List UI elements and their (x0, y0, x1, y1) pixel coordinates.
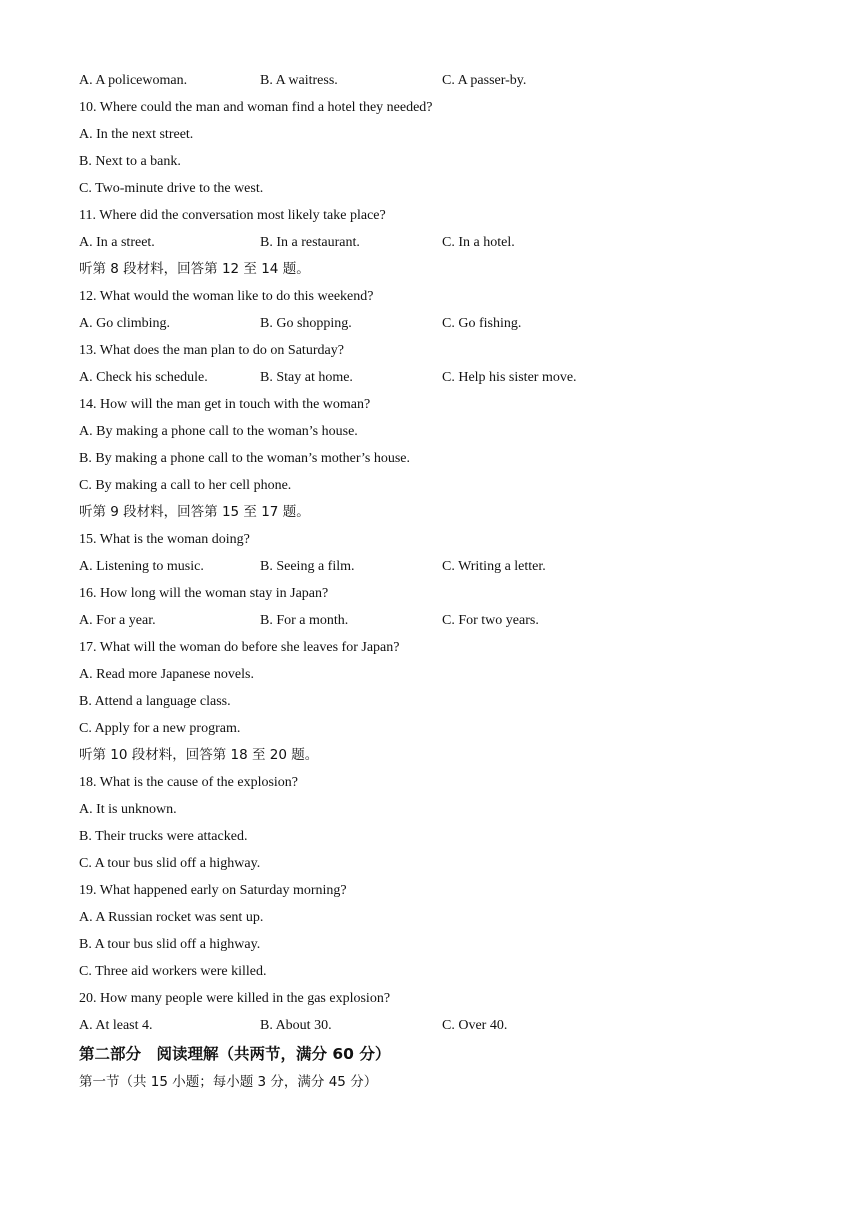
question-12: 12. What would the woman like to do this weekend? (79, 289, 374, 304)
option-line: B. Next to a bank. (79, 154, 181, 169)
options-row (79, 310, 779, 337)
option-a: A. A policewoman. (79, 73, 188, 88)
option-c: C. Help his sister move. (442, 370, 577, 385)
option-b: B. Go shopping. (260, 316, 352, 331)
option-a: A. Check his schedule. (79, 370, 208, 385)
option-line: A. A Russian rocket was sent up. (79, 910, 264, 925)
option-line: A. It is unknown. (79, 802, 177, 817)
option-line: C. A tour bus slid off a highway. (79, 856, 261, 871)
option-line: C. Two-minute drive to the west. (79, 181, 264, 196)
question-14: 14. How will the man get in touch with the woman? (79, 397, 371, 412)
subsection-heading: 第一节（共 15 小题；每小题 3 分，满分 45 分） (79, 1074, 378, 1090)
section-heading: 第二部分 阅读理解（共两节，满分 60 分） (79, 1045, 391, 1063)
option-line: B. Attend a language class. (79, 694, 231, 709)
instruction-text: 听第 10 段材料，回答第 18 至 20 题。 (79, 747, 319, 763)
question-17: 17. What will the woman do before she leaves for Japan? (79, 640, 400, 655)
question-19: 19. What happened early on Saturday morning? (79, 883, 347, 898)
option-c: C. In a hotel. (442, 235, 515, 250)
option-a: A. Listening to music. (79, 559, 204, 574)
options-row (79, 229, 779, 256)
option-a: A. At least 4. (79, 1018, 153, 1033)
question-18: 18. What is the cause of the explosion? (79, 775, 299, 790)
instruction-text: 听第 8 段材料，回答第 12 至 14 题。 (79, 261, 310, 277)
options-row (79, 1012, 779, 1039)
option-line: B. A tour bus slid off a highway. (79, 937, 261, 952)
option-line: A. In the next street. (79, 127, 194, 142)
option-a: A. Go climbing. (79, 316, 170, 331)
option-b: B. A waitress. (260, 73, 338, 88)
options-row (79, 607, 779, 634)
option-a: A. In a street. (79, 235, 155, 250)
option-b: B. About 30. (260, 1018, 332, 1033)
option-c: C. For two years. (442, 613, 539, 628)
document-page (79, 67, 779, 1096)
option-a: A. For a year. (79, 613, 156, 628)
option-b: B. In a restaurant. (260, 235, 360, 250)
instruction-text: 听第 9 段材料，回答第 15 至 17 题。 (79, 504, 310, 520)
option-c: C. Writing a letter. (442, 559, 546, 574)
option-b: B. For a month. (260, 613, 349, 628)
option-b: B. Stay at home. (260, 370, 353, 385)
question-10: 10. Where could the man and woman find a hotel they needed? (79, 100, 433, 115)
options-row (79, 364, 779, 391)
question-15: 15. What is the woman doing? (79, 532, 250, 547)
option-line: C. Three aid workers were killed. (79, 964, 267, 979)
option-line: A. Read more Japanese novels. (79, 667, 254, 682)
question-13: 13. What does the man plan to do on Saturday? (79, 343, 344, 358)
option-line: C. Apply for a new program. (79, 721, 241, 736)
option-b: B. Seeing a film. (260, 559, 355, 574)
question-20: 20. How many people were killed in the gas explosion? (79, 991, 391, 1006)
question-11: 11. Where did the conversation most likely take place? (79, 208, 386, 223)
option-line: C. By making a call to her cell phone. (79, 478, 292, 493)
option-line: B. By making a phone call to the woman’s mother’s house. (79, 451, 411, 466)
option-c: C. Go fishing. (442, 316, 522, 331)
options-row (79, 67, 779, 94)
option-c: C. A passer-by. (442, 73, 527, 88)
question-16: 16. How long will the woman stay in Japan? (79, 586, 329, 601)
option-line: B. Their trucks were attacked. (79, 829, 248, 844)
option-c: C. Over 40. (442, 1018, 508, 1033)
option-line: A. By making a phone call to the woman’s house. (79, 424, 358, 439)
options-row (79, 553, 779, 580)
